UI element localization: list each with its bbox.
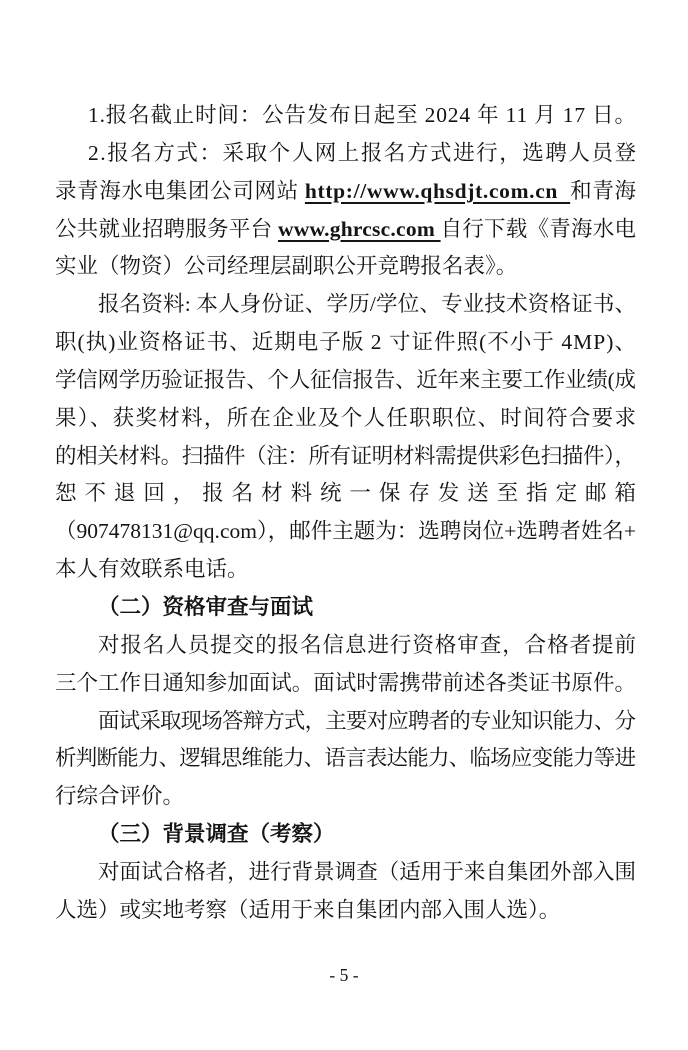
text-run: 公共就业招聘服务平台 — [55, 216, 278, 241]
document-body — [55, 97, 644, 930]
text-run: 本人有效联系电话。 — [55, 557, 249, 582]
text-line — [55, 513, 636, 551]
text-run: 1.报名截止时间：公告发布日起至 2024 年 11 月 17 日。 — [88, 103, 637, 127]
text-run: （二）资格审查与面试 — [98, 594, 314, 619]
page-number: - 5 - — [329, 965, 359, 985]
text-run: 职(执)业资格证书、近期电子版 2 寸证件照(不小于 4MP)、 — [55, 330, 638, 355]
text-line — [55, 248, 636, 286]
text-line — [55, 211, 636, 249]
text-line — [55, 324, 636, 362]
text-run: 面试采取现场答辩方式，主要对应聘者的专业知识能力、分 — [98, 708, 636, 733]
section-heading — [55, 589, 636, 627]
text-run: 学信网学历验证报告、个人征信报告、近年来主要工作业绩(成 — [55, 367, 636, 392]
text-line — [55, 400, 636, 438]
text-run: 果）、获奖材料，所在企业及个人任职职位、时间符合要求 — [55, 405, 638, 430]
url-link[interactable]: www.ghrcsc.com — [277, 216, 441, 241]
text-run: 对面试合格者，进行背景调查（适用于来自集团外部入围 — [98, 859, 637, 884]
text-line — [55, 627, 636, 665]
text-run: 析判断能力、逻辑思维能力、语言表达能力、临场应变能力等进 — [55, 746, 636, 771]
text-line — [55, 475, 644, 513]
text-line — [55, 173, 636, 211]
url-link[interactable]: http://www.qhsdjt.com.cn — [304, 178, 571, 203]
text-run: （907478131@qq.com），邮件主题为：选聘岗位+选聘者姓名+ — [55, 519, 636, 544]
text-line — [55, 854, 636, 892]
text-run: 录青海水电集团公司网站 — [55, 178, 305, 203]
text-run: 实业（物资）公司经理层副职公开竞聘报名表》。 — [55, 254, 518, 279]
text-run: 2.报名方式：采取个人网上报名方式进行，选聘人员登 — [88, 140, 638, 165]
text-line — [55, 665, 636, 703]
text-line — [55, 135, 636, 173]
text-line — [55, 286, 636, 324]
section-heading — [55, 816, 636, 854]
text-line — [55, 438, 636, 476]
text-run: （三）背景调查（考察） — [98, 822, 335, 847]
text-run: 行综合评价。 — [55, 784, 185, 809]
text-run: 的相关材料。扫描件（注：所有证明材料需提供彩色扫描件）， — [55, 443, 636, 468]
text-line — [55, 551, 636, 589]
text-run: 和青海 — [570, 178, 637, 203]
text-line — [55, 740, 636, 778]
text-run: 人选）或实地考察（适用于来自集团内部入围人选）。 — [55, 897, 561, 922]
text-run: 报名资料: 本人身份证、学历/学位、专业技术资格证书、 — [98, 292, 637, 317]
text-line — [55, 778, 636, 816]
text-run: 三个工作日通知参加面试。面试时需携带前述各类证书原件。 — [55, 670, 637, 695]
text-run: 恕不退回，报名材料统一保存发送至指定邮箱 — [55, 481, 644, 506]
text-line — [55, 703, 636, 741]
text-line — [55, 97, 636, 135]
text-line — [55, 362, 636, 400]
text-line — [55, 892, 636, 930]
text-run: 自行下载《青海水电 — [440, 216, 637, 241]
text-run: 对报名人员提交的报名信息进行资格审查，合格者提前 — [98, 632, 637, 657]
